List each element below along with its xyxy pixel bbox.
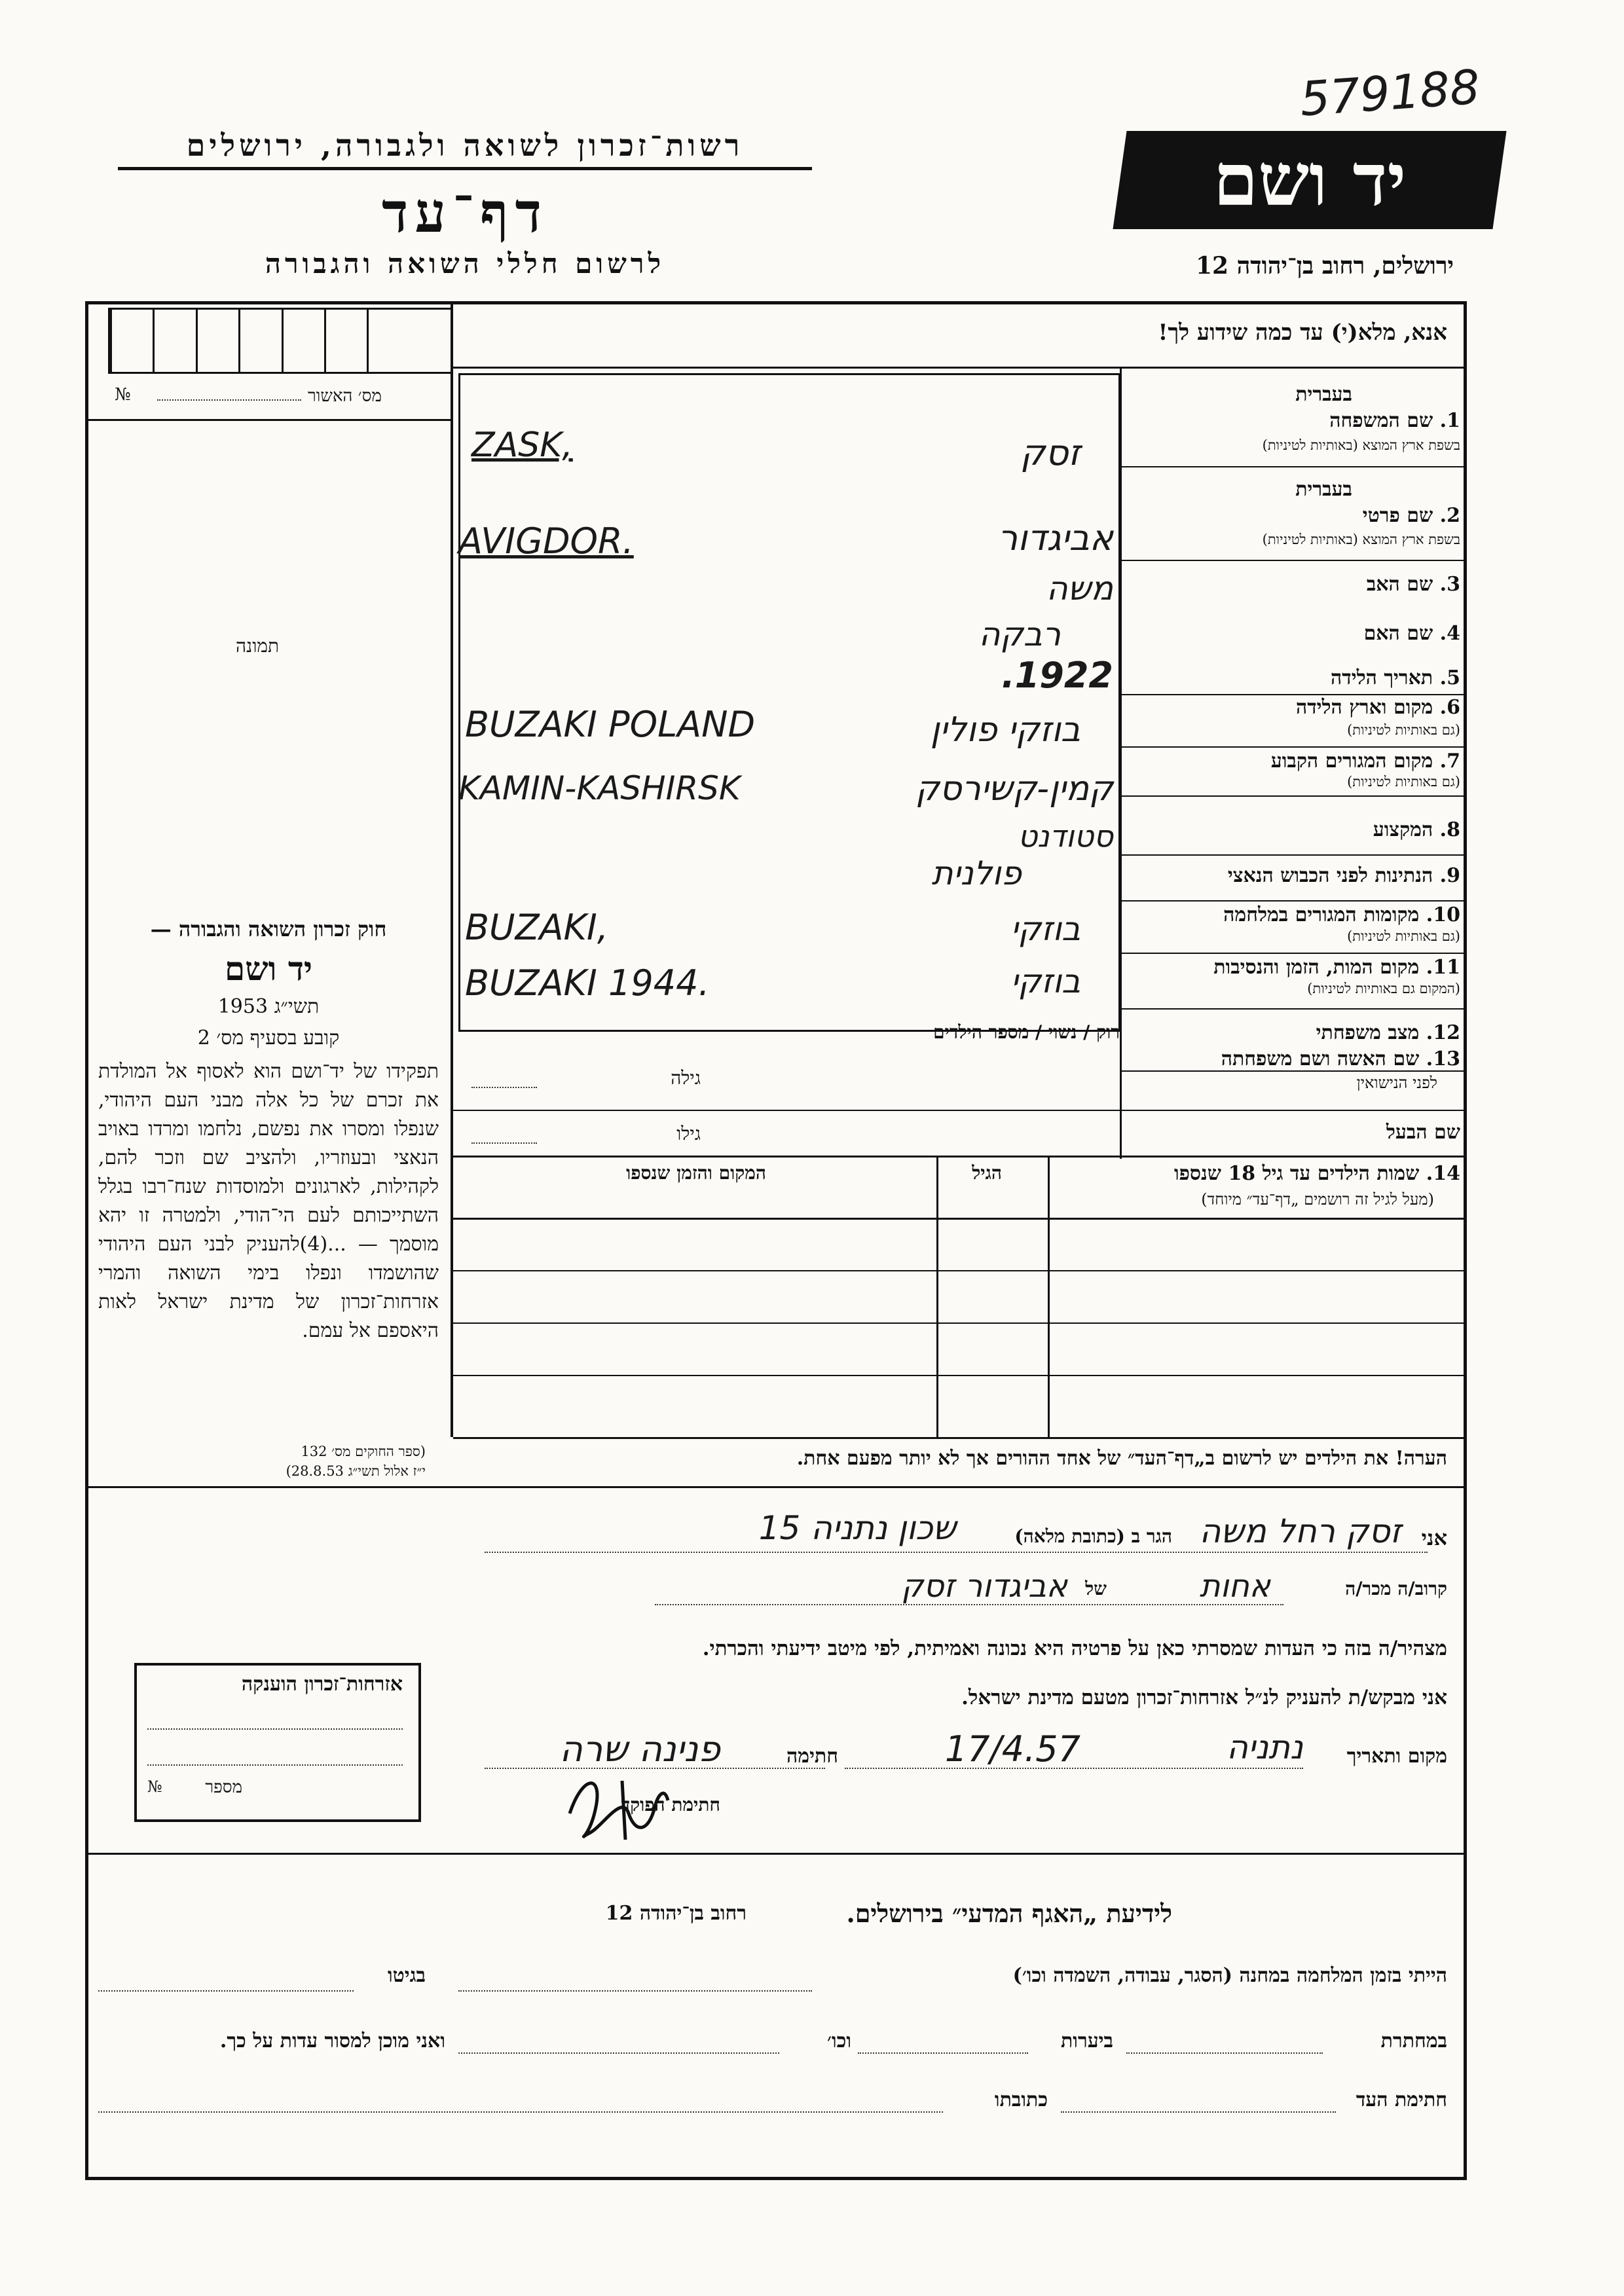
wartime-residence-latin: BUZAKI, <box>465 907 609 948</box>
instructions: אנא, מלא(י) עד כמה שידוע לך! <box>1158 319 1447 346</box>
signature-label: חתימה <box>786 1745 838 1768</box>
occupation: סטודנט <box>1018 818 1113 854</box>
firstname-latin: AVIGDOR. <box>458 520 634 562</box>
officer-signature-label: חתימת הפוקד <box>621 1794 720 1815</box>
husband-age-label: גילו <box>676 1123 701 1144</box>
children-col-place: המקום והזמן שנספו <box>626 1162 766 1184</box>
witness-address-label: כתובתו <box>994 2088 1048 2111</box>
surname-hebrew: זסק <box>1020 432 1080 473</box>
field-1-label: 1. שם המשפחה <box>1329 409 1460 432</box>
birthplace-latin: BUZAKI POLAND <box>465 704 756 745</box>
residing-label: הגר ב (כתובת מלאה) <box>1014 1525 1172 1547</box>
firstname-hebrew: אביגדור <box>997 517 1113 558</box>
field-7-sub: (גם באותיות לטיניות) <box>1347 774 1460 790</box>
officer-signature-scribble <box>557 1768 674 1846</box>
etc-label: וכו׳ <box>827 2030 851 2052</box>
request-text: אני מבקש/ת להעניק לנ״ל אזרחות־זכרון מטעם מדינת ישראל. <box>961 1686 1447 1709</box>
law-name: יד ושם <box>225 949 312 988</box>
in-hebrew-label-1: בעברית <box>1295 383 1352 406</box>
date-value: 17/4.57 <box>944 1728 1080 1770</box>
field-5-label: 5. תאריך הלידה <box>1331 666 1460 689</box>
husband-age-field[interactable] <box>471 1142 537 1144</box>
approval-label: מס׳ האשור <box>308 386 382 406</box>
law-year: תשי״ג 1953 <box>217 995 320 1018</box>
field-13-label: 13. שם האשה ושם משפחתה <box>1221 1048 1460 1070</box>
law-text: תפקידו של יד־ושם הוא לאסוף אל המולדת את זכרם של כל אלה מבני העם היהודי, שנפלו ומסרו את נפשם, נלחמו ומרדו באויב הנאצי ובעוזריו, ולהציב שם וזכר להם, לקהילות, לארגונים ולמוסדות שנח־רבו בגלל השתייכותם לעם הי־הודי, ולמטרה זו יהא מוסמך — ...(4)להעניק לבני העם היהודי שהושמדו ונפלו בימי השואה והמרי אזרחות־זכרון של מדינת ישראל לאות היאספם אל עמם. <box>98 1060 439 1342</box>
authority-name: רשות־זכרון לשואה ולגבורה, ירושלים <box>186 128 744 163</box>
relation-prefix: קרוב/ה מכר/ה <box>1345 1578 1447 1599</box>
footer-line1: הייתי בזמן המלחמה במחנה (הסגר, עבודה, השמדה וכו׳) <box>1012 1964 1447 1987</box>
signature-value: פנינה שרה <box>559 1728 720 1770</box>
field-4-label: 4. שם האם <box>1363 622 1460 645</box>
header-rule <box>118 167 812 170</box>
witness-signature-label: חתימת העד <box>1356 2088 1447 2111</box>
ghetto-label: בגיטו <box>387 1964 426 1987</box>
logo-text: יד ושם <box>1213 137 1407 222</box>
birthplace-hebrew: בוזקי פולין <box>930 710 1080 750</box>
wife-age-field[interactable] <box>471 1087 537 1088</box>
tick-boxes <box>108 308 452 374</box>
footer-address: רחוב בן־יהודה 12 <box>605 1902 747 1925</box>
field-3-label: 3. שם האב <box>1366 573 1460 596</box>
field-6-sub: (גם באותיות לטיניות) <box>1347 722 1460 738</box>
of-label: של <box>1085 1578 1107 1599</box>
death-place-latin: BUZAKI 1944. <box>465 962 710 1004</box>
marital-status-options: רוק / נשוי / מספר הילדים <box>933 1021 1120 1043</box>
citizenship-number-label: מספר <box>205 1777 242 1797</box>
place-date-label: מקום ותאריך <box>1346 1745 1447 1768</box>
declaration-text: מצהיר/ה בזה כי העדות שמסרתי כאן על פרטיה היא נכונה ואמיתית, לפי מיטב ידיעתי והכרתי. <box>702 1637 1447 1660</box>
citizenship-title: אזרחות־זכרון הוענקה <box>241 1673 403 1696</box>
citizenship-no: № <box>147 1777 162 1796</box>
father-name: משה <box>1046 570 1113 608</box>
relation-value: אחות <box>1199 1568 1270 1605</box>
field-8-label: 8. המקצוע <box>1373 818 1460 841</box>
mother-name: רבקה <box>978 615 1061 653</box>
document-number: 579188 <box>1298 59 1482 127</box>
underground-label: במחתרת <box>1380 2030 1447 2052</box>
children-sub: (מעל לגיל זה רושמים „דף־עד״ מיוחד) <box>1201 1190 1434 1209</box>
law-ref-1: (ספר החוקים מס׳ 132 <box>301 1444 426 1459</box>
field-10-sub: (גם באותיות לטיניות) <box>1347 928 1460 944</box>
field-6-label: 6. מקום וארץ הלידה <box>1295 696 1460 719</box>
children-col-age: הגיל <box>972 1162 1002 1184</box>
residence-latin: KAMIN-KASHIRSK <box>458 769 741 807</box>
children-label: 14. שמות הילדים עד גיל 18 שנספו <box>1173 1162 1460 1185</box>
note-text: הערה! את הילדים יש לרשום ב„דף־העד״ של אחד ההורים אך לא יותר מפעם אחת. <box>796 1447 1447 1470</box>
citizenship: פולנית <box>931 854 1022 892</box>
footer-title: לידיעת „האגף המדעי״ בירושלים. <box>846 1899 1172 1928</box>
approval-field[interactable] <box>157 399 301 401</box>
field-10-label: 10. מקומות המגורים במלחמה <box>1223 903 1460 926</box>
page-title: דף־עד <box>381 180 548 245</box>
field-9-label: 9. הנתינות לפני הכבוש הנאצי <box>1227 864 1460 887</box>
field-11-label: 11. מקום המות, הזמן והנסיבות <box>1213 956 1460 979</box>
wartime-residence-hebrew: בוזקי <box>1010 910 1080 948</box>
forests-label: ביערות <box>1060 2030 1113 2052</box>
testimony-label: ואני מוכן למסור עדות על כך. <box>219 2030 445 2052</box>
husband-label: שם הבעל <box>1386 1121 1460 1144</box>
field-7-label: 7. מקום המגורים הקבוע <box>1270 750 1460 773</box>
residence-hebrew: קמין-קשירסק <box>915 769 1113 809</box>
law-clause: קובע בסעיף מס׳ 2 <box>197 1027 340 1049</box>
photo-label: תמונה <box>236 635 280 657</box>
page-subtitle: לרשום חללי השואה והגבורה <box>265 247 665 280</box>
surname-latin: ZASK, <box>471 426 573 465</box>
law-title: חוק זכרון השואה והגבורה — <box>150 917 387 941</box>
birth-date: 1922. <box>1001 655 1113 696</box>
field-2-label: 2. שם פרטי <box>1362 504 1460 527</box>
field-11-sub: (המקום גם באותיות לטיניות) <box>1307 981 1460 996</box>
approval-no: № <box>115 385 131 405</box>
header-address: ירושלים, רחוב בן־יהודה 12 <box>1195 252 1454 280</box>
field-12-label: 12. מצב משפחתי <box>1316 1021 1460 1044</box>
law-ref-2: י״ז אלול תשי״ג 28.8.53) <box>286 1463 426 1479</box>
field-13-sub: לפני הנישואין <box>1356 1074 1437 1092</box>
place-value: נתניה <box>1227 1728 1303 1766</box>
field-2-sub: בשפת ארץ המוצא (באותיות לטיניות) <box>1262 532 1460 547</box>
declarant-address: שכון נתניה 15 <box>758 1509 956 1547</box>
declarant-prefix: אני <box>1421 1525 1447 1550</box>
declarant-name: זסק רחל משה <box>1199 1512 1401 1550</box>
in-hebrew-label-2: בעברית <box>1295 478 1352 501</box>
of-name: אביגדור זסק <box>901 1568 1067 1605</box>
yad-vashem-logo <box>1113 131 1506 229</box>
wife-age-label: גילה <box>671 1067 701 1089</box>
left-column-border <box>451 301 453 1437</box>
death-place-hebrew: בוזקי <box>1010 962 1080 1000</box>
field-1-sub: בשפת ארץ המוצא (באותיות לטיניות) <box>1262 437 1460 453</box>
